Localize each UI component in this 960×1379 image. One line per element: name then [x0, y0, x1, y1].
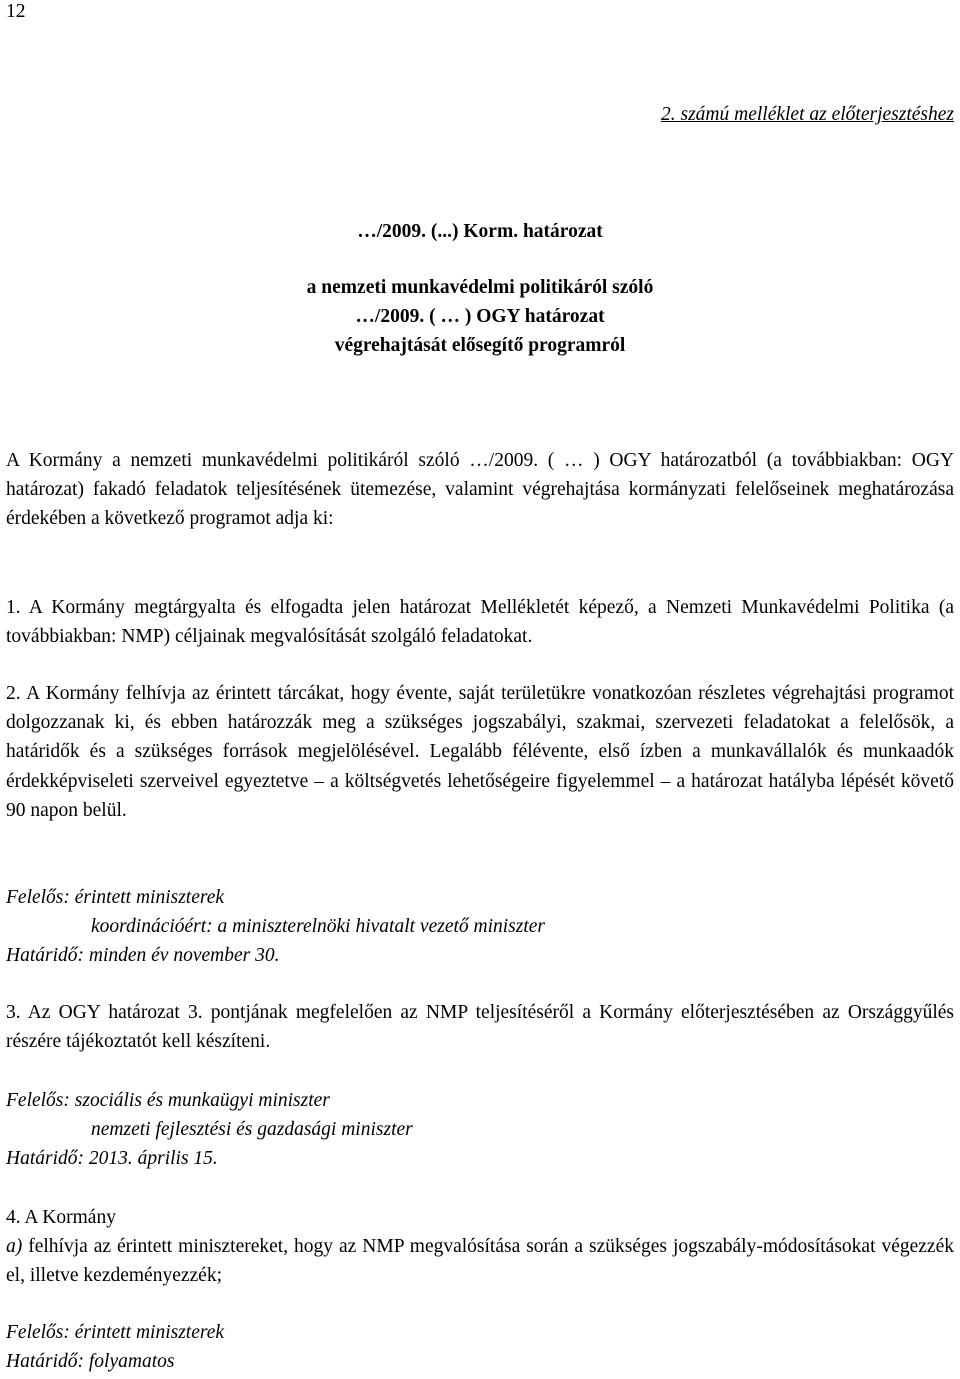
title-line-2: a nemzeti munkavédelmi politikáról szóló [306, 277, 654, 298]
point-2-responsibility [6, 883, 954, 971]
title-line-1: …/2009. (...) Korm. határozat [357, 221, 603, 242]
item-a-label: a) [6, 1236, 23, 1258]
title-line-3: …/2009. ( … ) OGY határozat [355, 306, 605, 327]
point-3-responsibility [6, 1086, 954, 1174]
responsible-line: Felelős: érintett miniszterek [6, 1322, 225, 1343]
point-4-section [6, 1203, 954, 1291]
point-1-paragraph: 1. A Kormány megtárgyalta és elfogadta jelen határozat Mellékletét képező, a Nemzeti Munkavédelmi Politika (a továbbiakban: NMP) céljainak megvalósítását szolgáló feladatokat. [6, 597, 954, 648]
point-3-paragraph: 3. Az OGY határozat 3. pontjának megfelelően az NMP teljesítéséről a Kormány előterjesztésében az Országgyűlés részére tájékoztatót kell készíteni. [6, 1002, 954, 1053]
deadline-line: Határidő: minden év november 30. [6, 945, 280, 967]
responsible-line: Felelős: érintett miniszterek [6, 887, 225, 908]
intro-paragraph: A Kormány a nemzeti munkavédelmi politikáról szóló …/2009. ( … ) OGY határozatból (a továbbiakban: OGY határozat) fakadó feladatok teljesítésének ütemezése, valamint végrehajtása kormányzati felelőseinek meghatározása érdekében a következő programot adja ki: [6, 450, 954, 530]
point-4-responsibility [6, 1318, 954, 1376]
coordinator-line: koordinációért: a miniszterelnöki hivatalt vezető miniszter [91, 916, 546, 938]
deadline-line: Határidő: 2013. április 15. [6, 1148, 218, 1170]
item-a-text: felhívja az érintett minisztereket, hogy az NMP megvalósítása során a szükséges jogszabály-módosításokat végezzék el, illetve kezdeményezzék; [6, 1236, 954, 1287]
title-line-4: végrehajtását elősegítő programról [334, 335, 626, 356]
point-4-item-a [6, 1232, 954, 1290]
point-4-heading: 4. A Kormány [6, 1207, 116, 1228]
point-2-paragraph: 2. A Kormány felhívja az érintett tárcákat, hogy évente, saját területükre vonatkozóan részletes végrehajtási programot dolgozzanak ki, és ebben határozzák meg a szükséges jogszabályi, szakmai, szervezeti feladatokat a felelősök, a határidők és a szükséges források megjelölésével. Legalább félévente, első ízben a munkavállalók és munkaadók érdekképviseleti szerveivel egyeztetve – a költségvetés lehetőségeire figyelemmel – a határozat hatályba lépését követő 90 napon belül. [6, 683, 954, 821]
responsible-line-2: nemzeti fejlesztési és gazdasági miniszter [91, 1119, 413, 1141]
document-title [0, 217, 960, 360]
responsible-line: Felelős: szociális és munkaügyi miniszter [6, 1090, 330, 1111]
page-number: 12 [6, 1, 26, 22]
annex-reference: 2. számú melléklet az előterjesztéshez [661, 104, 954, 125]
deadline-line: Határidő: folyamatos [6, 1351, 175, 1373]
